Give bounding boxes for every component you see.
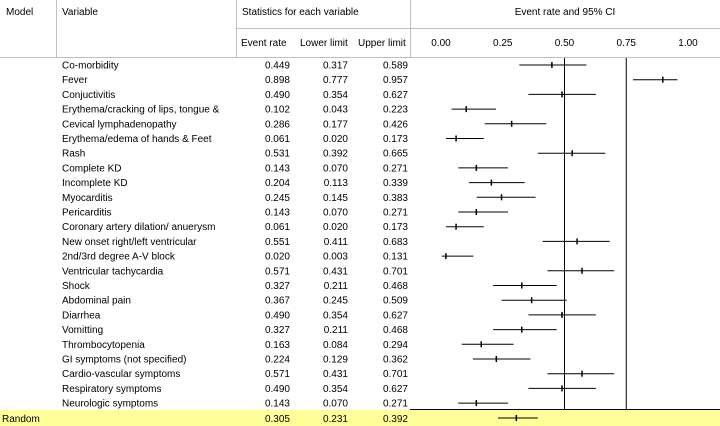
study-row (62, 266, 614, 277)
study-row (62, 355, 530, 366)
row-lower-limit: 0.431 (322, 266, 348, 278)
row-variable: New onset right/left ventricular (62, 236, 197, 248)
reference-lines (565, 58, 627, 410)
study-row (62, 149, 605, 160)
row-variable: Incomplete KD (62, 178, 128, 190)
study-row (62, 61, 586, 72)
row-variable: Shock (62, 281, 90, 292)
row-lower-limit: 0.354 (322, 383, 348, 395)
study-row (62, 325, 557, 336)
row-event-rate: 0.551 (264, 236, 290, 248)
row-lower-limit: 0.145 (322, 192, 348, 204)
x-tick-label: 0.75 (616, 38, 636, 49)
row-lower-limit: 0.777 (322, 75, 348, 87)
header-lower-limit: Lower limit (300, 38, 348, 49)
row-variable: Erythema/edema of hands & Feet (62, 134, 212, 145)
row-event-rate: 0.286 (264, 119, 290, 131)
header-upper-limit: Upper limit (358, 38, 406, 49)
study-row (62, 178, 525, 189)
row-upper-limit: 0.383 (382, 192, 408, 204)
x-tick-label: 0.25 (493, 38, 513, 49)
row-lower-limit: 0.070 (322, 398, 348, 410)
row-lower-limit: 0.392 (322, 148, 348, 160)
row-upper-limit: 0.426 (382, 119, 408, 131)
row-event-rate: 0.020 (264, 251, 290, 263)
row-upper-limit: 0.223 (382, 104, 408, 116)
row-variable: Respiratory symptoms (62, 383, 162, 395)
study-row (62, 310, 596, 321)
row-upper-limit: 0.362 (382, 354, 408, 366)
row-event-rate: 0.531 (264, 148, 290, 160)
study-row (62, 90, 596, 101)
header-plot-title: Event rate and 95% CI (514, 7, 616, 18)
row-lower-limit: 0.317 (322, 60, 348, 72)
row-variable: Vomitting (62, 325, 104, 337)
row-lower-limit: 0.084 (322, 339, 348, 351)
row-event-rate: 0.327 (264, 325, 290, 337)
row-upper-limit: 0.339 (382, 178, 408, 190)
row-variable: Cardio-vascular symptoms (62, 369, 181, 381)
row-upper-limit: 0.665 (382, 148, 408, 160)
row-lower-limit: 0.020 (322, 222, 348, 234)
row-upper-limit: 0.627 (382, 310, 408, 322)
row-variable: Erythema/cracking of lips, tongue & (62, 104, 220, 116)
row-lower-limit: 0.043 (322, 104, 348, 116)
study-row (62, 252, 473, 263)
row-event-rate: 0.490 (264, 383, 290, 395)
row-upper-limit: 0.468 (382, 325, 408, 337)
row-lower-limit: 0.020 (322, 134, 348, 145)
row-lower-limit: 0.070 (322, 163, 348, 175)
row-event-rate: 0.204 (264, 178, 290, 190)
row-upper-limit: 0.701 (382, 369, 408, 381)
row-variable: GI symptoms (not specified) (62, 354, 187, 366)
study-rows (62, 61, 677, 410)
random-row-highlight (0, 410, 720, 426)
row-lower-limit: 0.245 (322, 295, 348, 307)
row-lower-limit: 0.113 (323, 178, 348, 190)
row-variable: Pericarditis (62, 207, 112, 219)
row-lower-limit: 0.211 (323, 281, 348, 292)
row-event-rate: 0.143 (264, 398, 290, 410)
row-event-rate: 0.163 (264, 339, 290, 351)
row-event-rate: 0.490 (264, 310, 290, 322)
row-upper-limit: 0.509 (382, 295, 408, 307)
row-event-rate: 0.327 (264, 281, 290, 292)
row-variable: Fever (62, 75, 88, 87)
row-lower-limit: 0.003 (322, 251, 348, 263)
row-lower-limit: 0.354 (322, 310, 348, 322)
header-model: Model (6, 7, 34, 18)
row-upper-limit: 0.173 (382, 222, 408, 234)
study-row (62, 281, 557, 292)
row-upper-limit: 0.957 (382, 75, 408, 87)
row-event-rate: 0.367 (264, 295, 290, 307)
summary-rate: 0.305 (264, 414, 290, 425)
row-variable: Diarrhea (62, 310, 101, 322)
study-row (62, 75, 677, 86)
row-variable: Thrombocytopenia (62, 339, 145, 351)
row-event-rate: 0.245 (264, 192, 290, 204)
row-variable: Complete KD (62, 163, 122, 175)
study-row (62, 369, 614, 380)
row-event-rate: 0.898 (264, 75, 290, 87)
x-tick-label: 0.00 (431, 38, 451, 49)
row-event-rate: 0.571 (264, 266, 290, 278)
row-upper-limit: 0.173 (382, 134, 408, 145)
row-event-rate: 0.143 (264, 207, 290, 219)
row-variable: 2nd/3rd degree A-V block (62, 251, 175, 263)
row-lower-limit: 0.411 (323, 236, 348, 248)
study-row (62, 119, 546, 130)
row-upper-limit: 0.294 (382, 339, 408, 351)
study-row (62, 222, 484, 233)
study-row (62, 399, 508, 410)
row-upper-limit: 0.683 (382, 236, 408, 248)
row-upper-limit: 0.271 (382, 207, 408, 219)
study-row (62, 208, 508, 219)
summary-lower: 0.231 (322, 414, 348, 425)
study-row (62, 340, 514, 351)
row-event-rate: 0.061 (264, 134, 290, 145)
row-upper-limit: 0.701 (382, 266, 408, 278)
row-variable: Abdominal pain (62, 295, 131, 307)
row-event-rate: 0.571 (264, 369, 290, 381)
row-lower-limit: 0.129 (322, 354, 348, 366)
study-row (62, 296, 567, 307)
header-variable: Variable (62, 7, 98, 18)
row-upper-limit: 0.468 (382, 281, 408, 292)
summary-model-label: Random (2, 414, 40, 425)
row-variable: Co-morbidity (62, 60, 119, 72)
row-lower-limit: 0.211 (323, 325, 348, 337)
row-upper-limit: 0.271 (382, 163, 408, 175)
row-variable: Cevical lymphadenopathy (62, 119, 177, 131)
header-event-rate: Event rate (241, 38, 287, 49)
study-row (62, 384, 596, 395)
row-event-rate: 0.061 (264, 222, 290, 234)
row-upper-limit: 0.131 (382, 251, 408, 263)
row-variable: Coronary artery dilation/ anuerysm (62, 222, 216, 234)
x-axis-ticks (431, 38, 698, 49)
row-lower-limit: 0.431 (322, 369, 348, 381)
row-lower-limit: 0.070 (322, 207, 348, 219)
summary-upper: 0.392 (382, 414, 408, 425)
row-variable: Neurologic symptoms (62, 398, 159, 410)
row-variable: Rash (62, 148, 86, 160)
study-row (62, 134, 484, 145)
study-row (62, 105, 496, 116)
row-lower-limit: 0.177 (322, 119, 348, 131)
row-upper-limit: 0.627 (382, 383, 408, 395)
row-upper-limit: 0.589 (382, 60, 408, 72)
row-upper-limit: 0.271 (382, 398, 408, 410)
row-upper-limit: 0.627 (382, 89, 408, 101)
x-tick-label: 1.00 (678, 38, 698, 49)
study-row (62, 163, 508, 174)
row-event-rate: 0.449 (264, 60, 290, 72)
row-variable: Myocarditis (62, 192, 113, 204)
row-event-rate: 0.143 (264, 163, 290, 175)
study-row (62, 237, 610, 248)
row-variable: Conjuctivitis (62, 89, 116, 101)
row-event-rate: 0.224 (264, 354, 290, 366)
row-lower-limit: 0.354 (322, 89, 348, 101)
row-variable: Ventricular tachycardia (62, 266, 164, 278)
x-tick-label: 0.50 (554, 38, 575, 49)
row-event-rate: 0.102 (264, 104, 290, 116)
study-row (62, 193, 536, 204)
row-event-rate: 0.490 (264, 89, 290, 101)
header-stats-title: Statistics for each variable (242, 7, 359, 18)
